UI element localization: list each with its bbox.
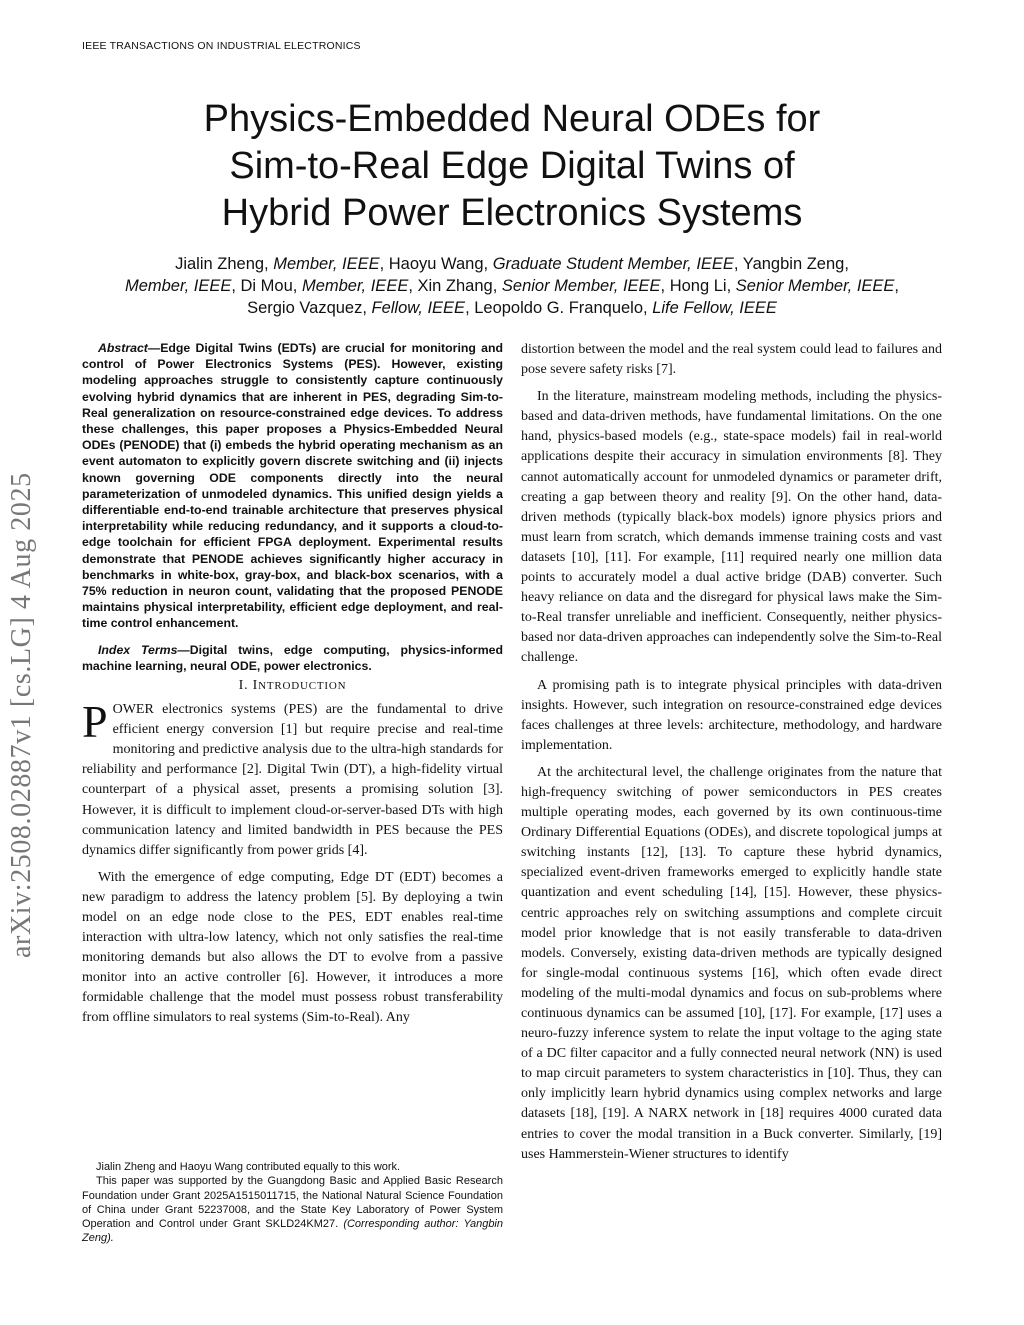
paper-title [82,96,942,237]
author-role: Life Fellow, IEEE [652,299,777,317]
author-role: Member, IEEE [301,277,409,295]
footnotes [82,1160,503,1246]
right-column [521,340,942,1172]
drop-cap: P [82,696,108,748]
intro-paragraph [82,696,503,861]
footnote: Jialin Zheng and Haoyu Wang contributed equally to this work. [96,1161,401,1173]
author-role: Senior Member, IEEE [501,277,661,295]
author-name: , Di Mou, [231,277,302,295]
intro-text: OWER electronics systems (PES) are the fundamental to drive efficient energy conversion [1] but require precise and real-time monitoring and predictive analysis due to the ultra-high standards for reliability and performance [2]. Digital Twin (DT), a high-fidelity virtual counterpart of a physical asset, presents a promising solution [3]. However, it is difficult to implement cloud-or-server-based DTs with high communication latency and limited bandwidth in PES because the PES dynamics differ significantly from power grids [4]. [82,702,503,858]
author-role: Member, IEEE [124,277,232,295]
author-role: Graduate Student Member, IEEE [492,255,734,273]
author-role: Senior Member, IEEE [735,277,895,295]
author-list [70,253,954,319]
arxiv-stamp: arXiv:2508.02887v1 [cs.LG] 4 Aug 2025 [6,472,37,958]
corresponding-author: (Corresponding author: Yangbin Zeng). [82,1218,503,1245]
abstract-text: —Edge Digital Twins (EDTs) are crucial for monitoring and control of Power Electronics Systems (PES). However, existing modeling approaches struggle to consistently capture continuously evolving hybrid dynamics that are inherent in PES, degrading Sim-to-Real generalization on resource-constrained edge devices. To address these challenges, this paper proposes a Physics-Embedded Neural ODEs (PENODE) that (i) embeds the hybrid operating mechanism as an event automaton to explicitly govern discrete switching and (ii) injects known governing ODE components directly into the neural parameterization of unmodeled dynamics. This unified design yields a differentiable end-to-end trainable architecture that preserves physical interpretability while reducing redundancy, and it supports a cloud-to-edge toolchain for efficient FPGA deployment. Experimental results demonstrate that PENODE achieves significantly higher accuracy in benchmarks in white-box, gray-box, and black-box scenarios, with a 75% reduction in neuron count, validating that the proposed PENODE maintains physical interpretability, efficient edge deployment, and real-time control enhancement. [82,341,503,631]
author-name: , Xin Zhang, [408,277,502,295]
body-paragraph: At the architectural level, the challenge originates from the nature that high-frequency switching of power semiconductors in PES creates multiple operating modes, each governed by its own continuous-time Ordinary Differential Equations (ODEs), and discrete topological jumps at switching instants [12], [13]. To capture these hybrid dynamics, specialized event-driven frameworks emerged to explicitly handle state quantization and event scheduling [14], [15]. However, these physics-centric approaches rely on switching assumptions and complete circuit model prior knowledge that is not easily transferable to data-driven models. Conversely, existing data-driven methods are typically designed for single-modal continuous systems [16], which often evade direct modeling of the multi-modal dynamics and focus on sub-problems where continuous dynamics can be assumed [10], [17]. For example, [17] uses a neuro-fuzzy inference system to relate the input voltage to the aging state of a DC filter capacitor and a fully connected neural network (NN) is used to map circuit parameters to system characteristics in [10]. Thus, they can only implicitly learn hybrid dynamics using complex networks and large datasets [18], [19]. A NARX network in [18] requires 4000 curated data entries to cover the modal transition in a Buck converter. Similarly, [19] uses Hammerstein-Wiener structures to identify [521,764,942,1162]
index-terms [82,642,503,674]
section-numeral: I. [238,678,253,694]
author-role: Member, IEEE [273,255,380,273]
title-line: Hybrid Power Electronics Systems [221,192,803,234]
section-heading [82,678,503,694]
title-line: Sim-to-Real Edge Digital Twins of [229,145,795,187]
footnote [82,1174,503,1245]
author-name: Jialin Zheng, [175,255,274,273]
author-role: Fellow, IEEE [371,299,466,317]
body-paragraph: A promising path is to integrate physical principles with data-driven insights. However, such integration on resource-constrained edge devices faces challenges at three levels: architecture, methodology, and hardware implementation. [521,677,942,753]
index-terms-label: Index Terms [98,642,178,657]
body-paragraph: distortion between the model and the real system could lead to failures and pose severe safety risks [7]. [521,342,942,378]
title-line: Physics-Embedded Neural ODEs for [203,98,821,140]
author-name: , Haoyu Wang, [379,255,493,273]
author-name: , Yangbin Zeng, [733,255,849,273]
author-line [70,253,954,275]
left-column [82,340,503,1036]
journal-header: IEEE TRANSACTIONS ON INDUSTRIAL ELECTRONICS [82,40,361,52]
index-terms-text: —Digital twins, edge computing, physics-informed machine learning, neural ODE, power electronics. [82,642,503,673]
author-name: , Leopoldo G. Franquelo, [465,299,653,317]
section-first-letter: I [252,678,259,694]
author-name: Sergio Vazquez, [247,299,372,317]
abstract-label: Abstract [98,341,148,355]
body-paragraph: In the literature, mainstream modeling methods, including the physics-based and data-driven methods, have fundamental limitations. On the one hand, physics-based models (e.g., state-space models) fail in real-world applications despite their accuracy in simulation environments [8]. They cannot automatically account for unmodeled dynamics or parameter drift, creating a gap between theory and reality [9]. On the other hand, data-driven methods (typically black-box models) ignore physics priors and must learn from scratch, which demands immense training costs and vast datasets [10], [11]. For example, [11] required nearly one million data points to accurately model a dual active bridge (DAB) converter. Such heavy reliance on data and the disregard for physical laws make the Sim-to-Real transfer unreliable and inefficient. Consequently, neither physics-based nor data-driven approaches can independently solve the Sim-to-Real challenge. [521,389,942,666]
author-name: , Hong Li, [660,277,736,295]
author-line [70,275,954,297]
intro-paragraph: With the emergence of edge computing, Edge DT (EDT) becomes a new paradigm to address the latency problem [5]. By deploying a twin model on an edge node close to the PES, EDT enables real-time interaction with ultra-low latency, which not only satisfies the real-time monitoring demands but also allows the DT to evolve from a passive monitor into an active controller [6]. However, it introduces a more formidable challenge that the model must possess robust transferability from offline simulators to real systems (Sim-to-Real). Any [82,869,503,1026]
footnote-text: This paper was supported by the Guangdong Basic and Applied Basic Research Foundation under Grant 2025A1515011715, the National Natural Science Foundation of China under Grant 52237008, and the State Key Laboratory of Power System Operation and Control under Grant SKLD24KM27. [82,1175,503,1231]
author-line [70,297,954,319]
section-title-rest: NTRODUCTION [258,680,347,693]
author-separator: , [894,277,900,295]
abstract [82,340,503,632]
